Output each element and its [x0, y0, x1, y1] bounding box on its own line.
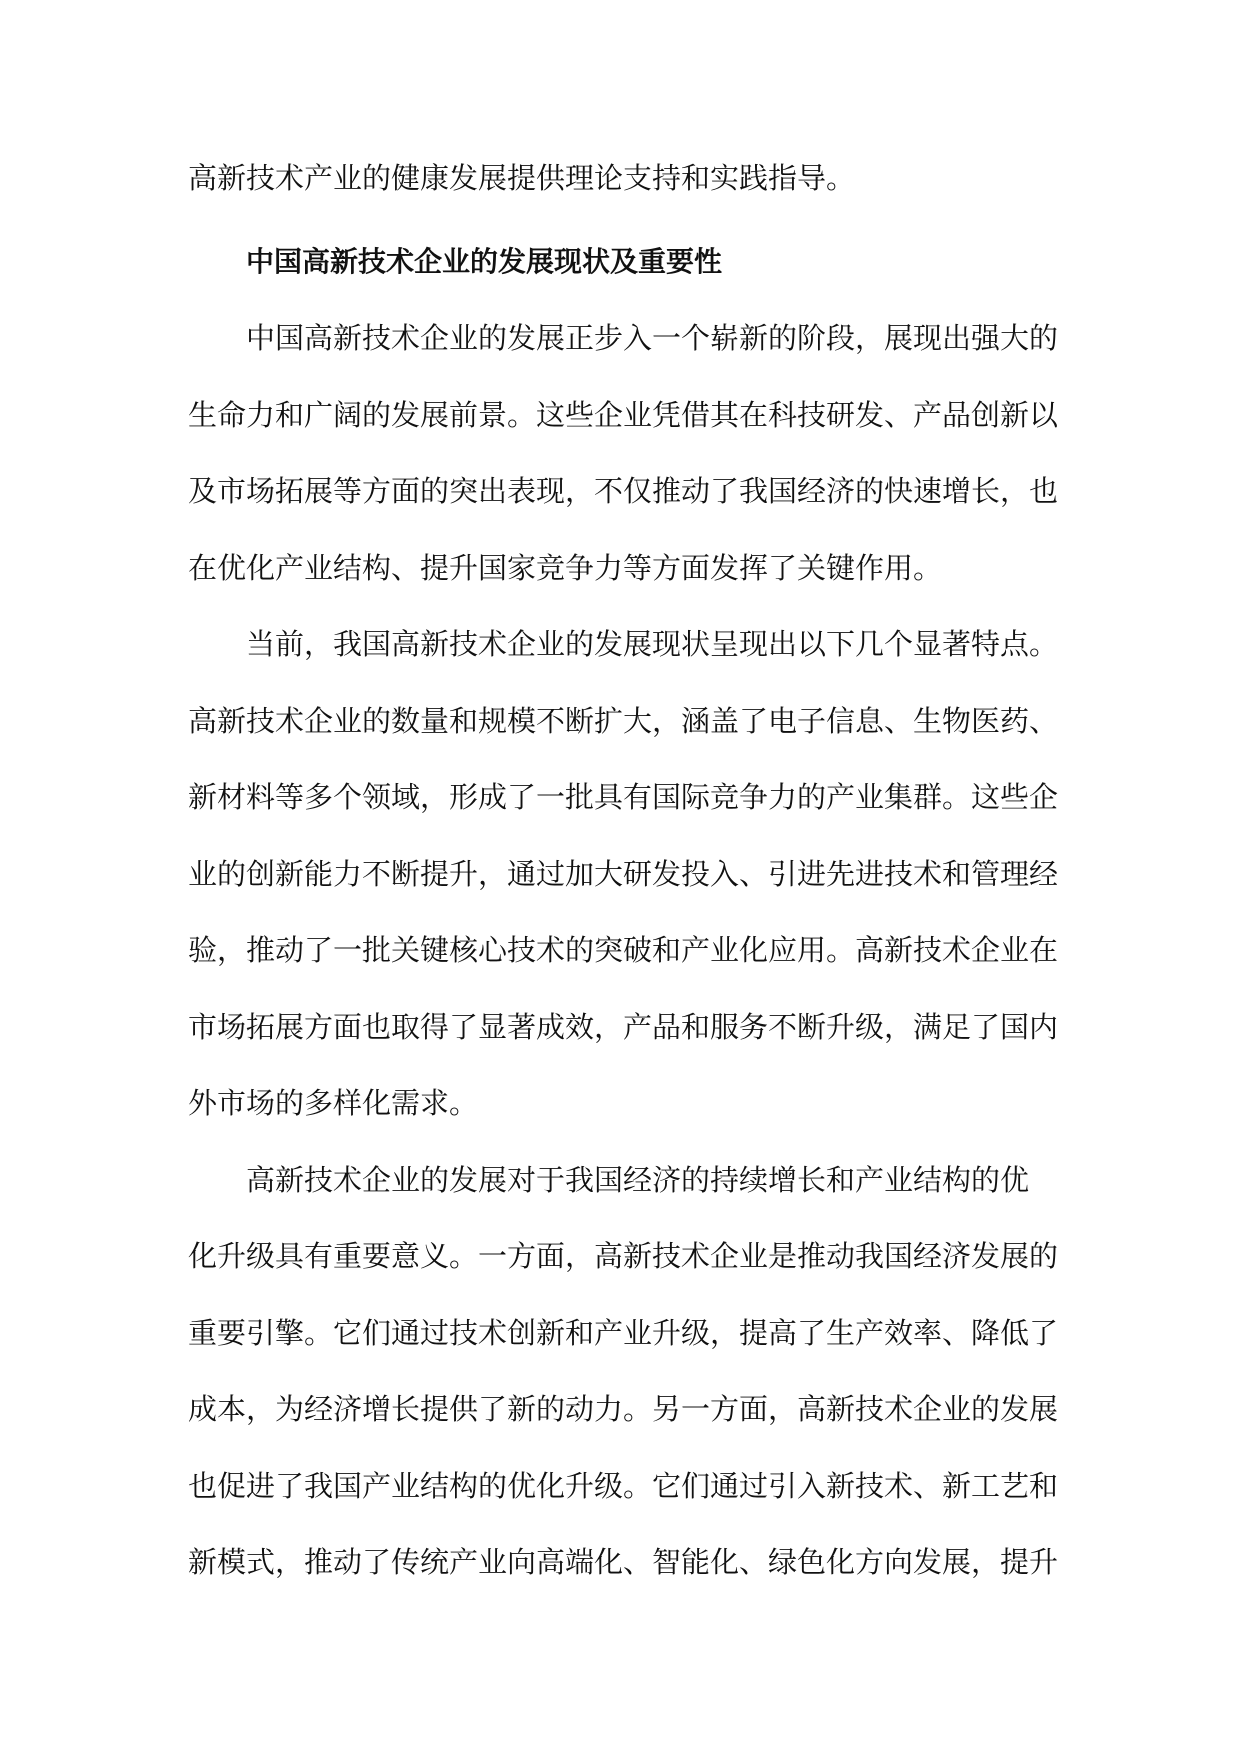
text-line: 高新技术产业的健康发展提供理论支持和实践指导。	[188, 161, 856, 195]
text-line: 验，推动了一批关键核心技术的突破和产业化应用。高新技术企业在	[188, 933, 1059, 967]
text-line: 高新技术企业的数量和规模不断扩大，涵盖了电子信息、生物医药、	[188, 703, 1059, 738]
text-line: 市场拓展方面也取得了显著成效，产品和服务不断升级，满足了国内	[188, 1009, 1059, 1044]
text-line: 及市场拓展等方面的突出表现，不仅推动了我国经济的快速增长，也	[188, 474, 1059, 508]
section-heading: 中国高新技术企业的发展现状及重要性	[246, 244, 723, 278]
text-line: 生命力和广阔的发展前景。这些企业凭借其在科技研发、产品创新以	[188, 397, 1059, 432]
text-line: 中国高新技术企业的发展正步入一个崭新的阶段，展现出强大的	[246, 321, 1059, 355]
text-line: 也促进了我国产业结构的优化升级。它们通过引入新技术、新工艺和	[188, 1468, 1059, 1503]
text-line: 重要引擎。它们通过技术创新和产业升级，提高了生产效率、降低了	[188, 1315, 1059, 1350]
text-line: 外市场的多样化需求。	[188, 1086, 479, 1120]
text-line: 新模式，推动了传统产业向高端化、智能化、绿色化方向发展，提升	[188, 1545, 1059, 1579]
text-line: 新材料等多个领域，形成了一批具有国际竞争力的产业集群。这些企	[188, 780, 1059, 814]
text-line: 在优化产业结构、提升国家竞争力等方面发挥了关键作用。	[188, 550, 943, 585]
text-line: 业的创新能力不断提升，通过加大研发投入、引进先进技术和管理经	[188, 856, 1059, 891]
text-line: 化升级具有重要意义。一方面，高新技术企业是推动我国经济发展的	[188, 1239, 1059, 1273]
document-body	[188, 140, 1058, 1601]
text-line: 高新技术企业的发展对于我国经济的持续增长和产业结构的优	[246, 1162, 1030, 1197]
text-line: 成本，为经济增长提供了新的动力。另一方面，高新技术企业的发展	[188, 1392, 1059, 1426]
text-line: 当前，我国高新技术企业的发展现状呈现出以下几个显著特点。	[246, 627, 1059, 661]
